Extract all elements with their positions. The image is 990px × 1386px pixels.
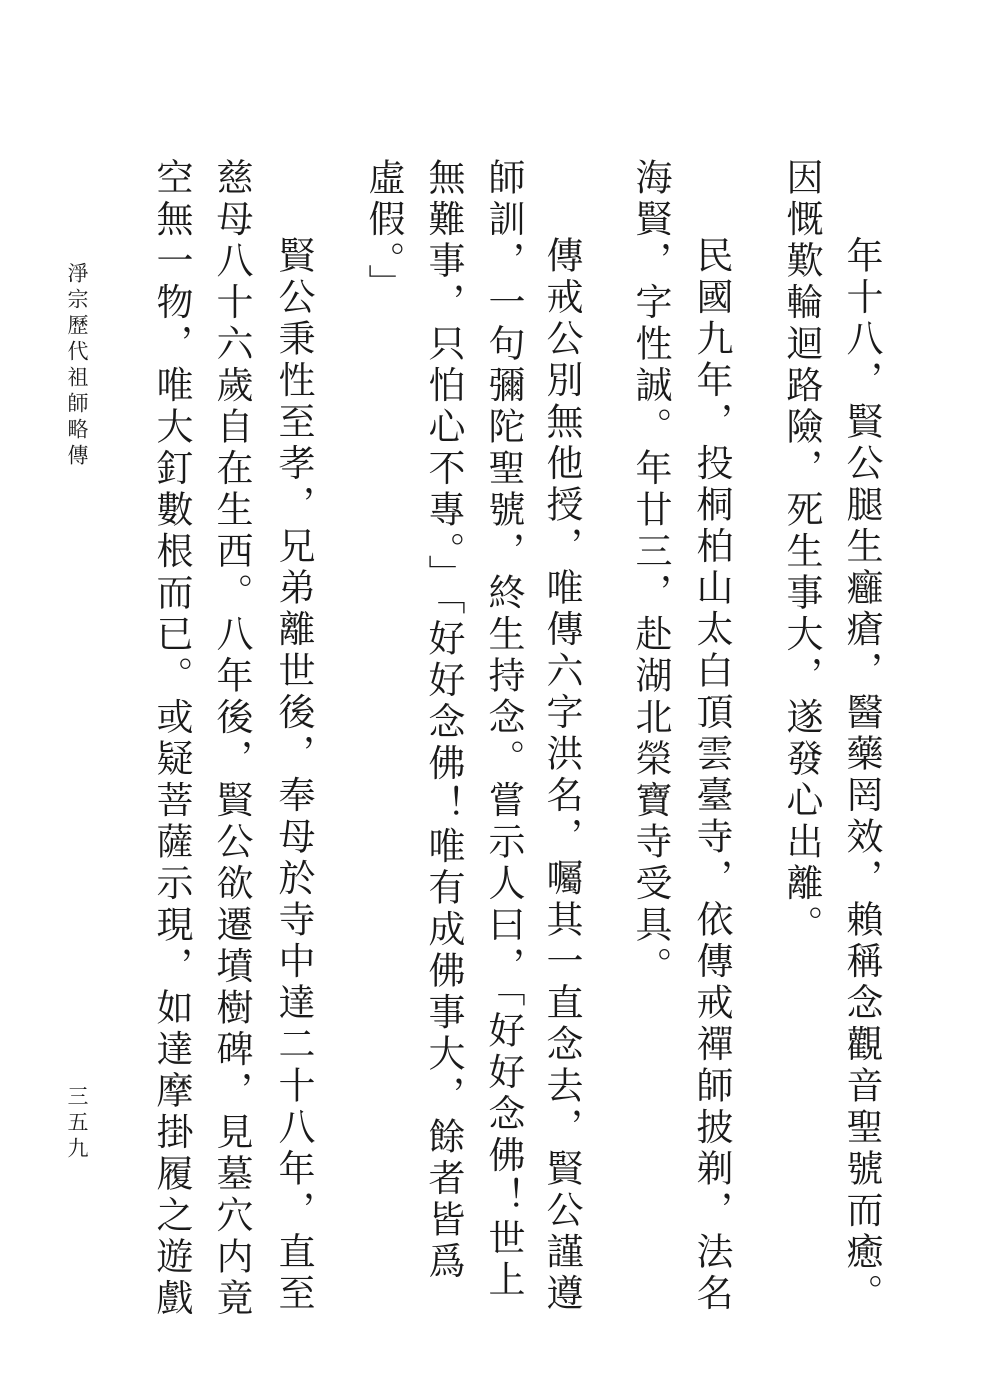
- running-head: 淨宗歷代祖師略傳: [65, 262, 89, 470]
- text-column: 空無一物，唯大釘數根而已。或疑菩薩示現，如達摩掛履之遊戲: [150, 158, 193, 1320]
- text-column: 慈母八十六歲自在生西。八年後，賢公欲遷墳樹碑，見墓穴内竟: [210, 158, 253, 1320]
- text-column: 師訓，一句彌陀聖號，終生持念。嘗示人曰，「好好念佛！世上: [482, 158, 525, 1302]
- text-column: 年十八，賢公腿生癰瘡，醫藥罔效，賴稱念觀音聖號而癒。: [840, 236, 883, 1315]
- text-column: 因慨歎輪迴路險，死生事大，遂發心出離。: [780, 158, 823, 947]
- text-column: 無難事，只怕心不專。」「好好念佛！唯有成佛事大，餘者皆爲: [422, 158, 465, 1283]
- text-column: 海賢，字性誠。年廿三，赴湖北榮寶寺受具。: [629, 158, 672, 988]
- page-number: 三五九: [65, 1085, 89, 1163]
- text-column: 虛假。」: [362, 158, 405, 306]
- text-column: 民國九年，投桐柏山太白頂雲臺寺，依傳戒禪師披剃，法名: [690, 236, 733, 1315]
- text-column: 傳戒公別無他授，唯傳六字洪名，囑其一直念去，賢公謹遵: [540, 236, 583, 1315]
- text-column: 賢公秉性至孝，兄弟離世後，奉母於寺中達二十八年，直至: [272, 236, 315, 1315]
